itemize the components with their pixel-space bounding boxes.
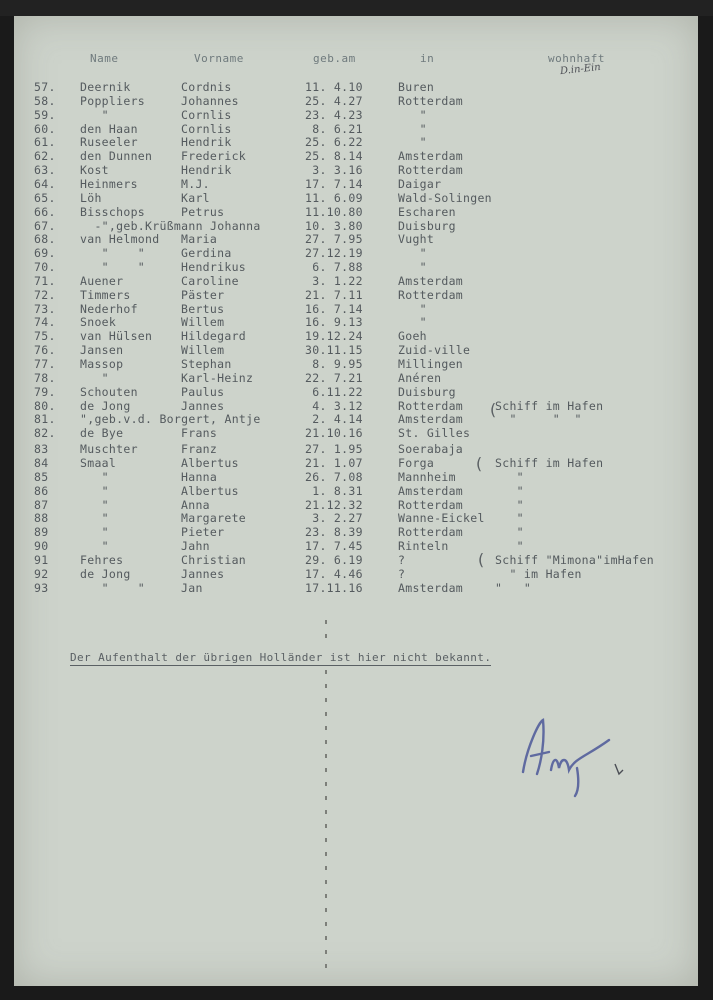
- row-extra: ": [495, 539, 524, 554]
- row-geb: 1. 8.31: [305, 483, 363, 498]
- row-vorname: Hildegard: [181, 329, 247, 344]
- row-name: Heinmers: [80, 176, 138, 191]
- row-vorname: Jahn: [181, 539, 210, 554]
- bracket-mark: (: [474, 454, 484, 473]
- row-in: Duisburg: [398, 384, 456, 399]
- row-vorname: Karl-Heinz: [181, 370, 254, 385]
- row-number: 62.: [34, 149, 56, 164]
- row-geb: 11. 6.09: [305, 190, 363, 205]
- row-in: ": [398, 135, 427, 150]
- row-in: ": [398, 315, 427, 330]
- row-number: 78.: [34, 370, 56, 385]
- row-extra: Schiff im Hafen: [495, 455, 604, 470]
- footer-note: Der Aufenthalt der übrigen Holländer ist hier nicht bekannt.: [70, 651, 492, 664]
- row-number: 73.: [34, 301, 56, 316]
- row-name: ": [80, 511, 109, 526]
- row-number: 63.: [34, 163, 56, 178]
- fold-dash: [325, 620, 327, 640]
- row-geb: 2. 4.14: [305, 412, 363, 427]
- header-geb: geb.am: [313, 52, 356, 65]
- row-geb: 4. 3.12: [305, 398, 363, 413]
- row-number: 66.: [34, 204, 56, 219]
- row-geb: 10. 3.80: [305, 218, 363, 233]
- row-geb: 23. 4.23: [305, 107, 363, 122]
- row-geb: 8. 9.95: [305, 357, 363, 371]
- handwritten-note: D.in-Ein: [559, 61, 602, 78]
- row-in: ": [398, 246, 427, 261]
- row-geb: 17. 7.14: [305, 176, 363, 191]
- row-in: Rotterdam: [398, 398, 464, 413]
- row-name: ": [80, 539, 109, 554]
- row-in: Rotterdam: [398, 525, 464, 540]
- row-extra: ": [495, 511, 524, 526]
- row-geb: 21.10.16: [305, 426, 363, 441]
- row-geb: 17.11.16: [305, 580, 363, 595]
- row-vorname: Christian: [181, 552, 247, 567]
- row-name: Jansen: [80, 343, 124, 358]
- row-vorname: Margarete: [181, 511, 247, 526]
- row-in: Amsterdam: [398, 412, 464, 427]
- row-name: de Bye: [80, 426, 124, 441]
- row-in: Buren: [398, 80, 435, 94]
- row-extra: " " ": [495, 412, 582, 427]
- row-geb: 17. 7.45: [305, 539, 363, 554]
- row-number: 71.: [34, 273, 56, 288]
- row-extra: " ": [495, 580, 532, 595]
- row-name: Schouten: [80, 384, 138, 399]
- row-geb: 25. 4.27: [305, 93, 363, 108]
- row-name: de Jong: [80, 566, 131, 581]
- row-in: Rotterdam: [398, 287, 464, 302]
- row-in: ?: [398, 566, 406, 581]
- row-vorname: Jan: [181, 580, 203, 595]
- bracket-mark: (: [476, 550, 486, 569]
- row-in: Amsterdam: [398, 149, 464, 164]
- row-extra: ": [495, 525, 524, 540]
- row-vorname: Pieter: [181, 525, 225, 540]
- row-vorname: Frans: [181, 426, 218, 441]
- row-number: 91: [34, 552, 49, 567]
- row-number: 75.: [34, 329, 56, 344]
- row-name: Timmers: [80, 287, 131, 302]
- row-vorname: Frederick: [181, 149, 247, 164]
- row-in: Rotterdam: [398, 163, 464, 178]
- row-number: 67.: [34, 218, 56, 233]
- row-in: Mannheim: [398, 469, 456, 484]
- row-in: Daigar: [398, 176, 442, 191]
- row-in: ": [398, 121, 427, 136]
- row-geb: 27.12.19: [305, 246, 363, 261]
- row-name: Löh: [80, 190, 102, 205]
- row-number: 68.: [34, 232, 56, 247]
- row-name: van Hülsen: [80, 329, 153, 344]
- row-number: 65.: [34, 190, 56, 205]
- header-vorname: Vorname: [194, 52, 244, 65]
- row-vorname: Cordnis: [181, 80, 232, 94]
- row-vorname: Hendrik: [181, 135, 232, 150]
- row-geb: 27. 1.95: [305, 442, 363, 457]
- row-geb: 21. 7.11: [305, 287, 363, 302]
- row-geb: 3. 2.27: [305, 511, 363, 526]
- row-name: ": [80, 497, 109, 512]
- row-in: Vught: [398, 232, 435, 247]
- row-name: van Helmond: [80, 232, 160, 247]
- row-number: 83: [34, 442, 49, 457]
- row-vorname: Hanna: [181, 469, 218, 484]
- row-name: Snoek: [80, 315, 117, 330]
- row-name: Bisschops: [80, 204, 146, 219]
- row-number: 88: [34, 511, 49, 526]
- row-number: 69.: [34, 246, 56, 261]
- bracket-mark: (: [488, 400, 498, 419]
- row-vorname: Caroline: [181, 273, 239, 288]
- row-name: " ": [80, 246, 146, 261]
- row-vorname: Maria: [181, 232, 218, 247]
- row-in: Zuid-ville: [398, 343, 471, 358]
- row-vorname: Paulus: [181, 384, 225, 399]
- row-vorname: Franz: [181, 442, 218, 457]
- row-geb: 27. 7.95: [305, 232, 363, 247]
- row-vorname: Jannes: [181, 398, 225, 413]
- row-geb: 25. 8.14: [305, 149, 363, 164]
- row-vorname: Albertus: [181, 483, 239, 498]
- row-number: 58.: [34, 93, 56, 108]
- row-name: Ruseeler: [80, 135, 138, 150]
- row-in: Millingen: [398, 357, 464, 371]
- row-name: ": [80, 469, 109, 484]
- row-number: 61.: [34, 135, 56, 150]
- row-name: Auener: [80, 273, 124, 288]
- row-vorname: Gerdina: [181, 246, 232, 261]
- row-geb: 11.10.80: [305, 204, 363, 219]
- row-in: St. Gilles: [398, 426, 471, 441]
- row-geb: 21. 1.07: [305, 455, 363, 470]
- row-number: 89: [34, 525, 49, 540]
- row-name: ": [80, 525, 109, 540]
- row-name: " ": [80, 260, 146, 275]
- row-in: Rotterdam: [398, 497, 464, 512]
- row-name: ": [80, 370, 109, 385]
- row-vorname: Karl: [181, 190, 210, 205]
- row-geb: 19.12.24: [305, 329, 363, 344]
- row-number: 79.: [34, 384, 56, 399]
- row-name: ": [80, 483, 109, 498]
- row-number: 60.: [34, 121, 56, 136]
- row-geb: 22. 7.21: [305, 370, 363, 385]
- header-in: in: [420, 52, 435, 65]
- row-name: " ": [80, 580, 146, 595]
- row-in: ": [398, 260, 427, 275]
- row-geb: 25. 6.22: [305, 135, 363, 150]
- row-number: 74.: [34, 315, 56, 330]
- row-vorname: Willem: [181, 315, 225, 330]
- row-name: Poppliers: [80, 93, 146, 108]
- row-vorname: Päster: [181, 287, 225, 302]
- row-number: 77.: [34, 357, 56, 371]
- row-extra: Schiff im Hafen: [495, 398, 604, 413]
- row-in: Escharen: [398, 204, 456, 219]
- scan-top-edge: [0, 0, 713, 16]
- row-in: Rotterdam: [398, 93, 464, 108]
- row-in: Forga: [398, 455, 435, 470]
- row-in: Rinteln: [398, 539, 449, 554]
- row-extra: ": [495, 497, 524, 512]
- row-number: 57.: [34, 80, 56, 94]
- row-geb: 17. 4.46: [305, 566, 363, 581]
- row-number: 87: [34, 497, 49, 512]
- row-in: Anéren: [398, 370, 442, 385]
- row-vorname: Cornlis: [181, 121, 232, 136]
- row-vorname: Jannes: [181, 566, 225, 581]
- row-geb: 11. 4.10: [305, 80, 363, 94]
- row-in: Wanne-Eickel: [398, 511, 485, 526]
- row-name: -",geb.Krüßmann Johanna: [80, 218, 261, 233]
- row-number: 90: [34, 539, 49, 554]
- row-vorname: Hendrikus: [181, 260, 247, 275]
- row-name: de Jong: [80, 398, 131, 413]
- row-vorname: M.J.: [181, 176, 210, 191]
- row-name: Muschter: [80, 442, 138, 457]
- header-wohnhaft: wohnhaft: [548, 52, 605, 65]
- row-in: Amsterdam: [398, 580, 464, 595]
- row-number: 92: [34, 566, 49, 581]
- row-extra: " im Hafen: [495, 566, 582, 581]
- row-number: 64.: [34, 176, 56, 191]
- row-geb: 3. 3.16: [305, 163, 363, 178]
- row-geb: 29. 6.19: [305, 552, 363, 567]
- row-name: den Haan: [80, 121, 138, 136]
- row-geb: 6.11.22: [305, 384, 363, 399]
- row-in: Soerabaja: [398, 442, 464, 457]
- row-geb: 26. 7.08: [305, 469, 363, 484]
- row-in: ": [398, 301, 427, 316]
- row-in: Goeh: [398, 329, 427, 344]
- row-name: ",geb.v.d. Borgert, Antje: [80, 412, 261, 427]
- row-name: Massop: [80, 357, 124, 371]
- row-geb: 16. 7.14: [305, 301, 363, 316]
- row-geb: 16. 9.13: [305, 315, 363, 330]
- row-vorname: Bertus: [181, 301, 225, 316]
- row-number: 93: [34, 580, 49, 595]
- row-geb: 6. 7.88: [305, 260, 363, 275]
- row-vorname: Stephan: [181, 357, 232, 371]
- row-geb: 3. 1.22: [305, 273, 363, 288]
- row-number: 80.: [34, 398, 56, 413]
- row-name: Fehres: [80, 552, 124, 567]
- row-name: Kost: [80, 163, 109, 178]
- row-vorname: Albertus: [181, 455, 239, 470]
- row-extra: ": [495, 469, 524, 484]
- row-in: Amsterdam: [398, 483, 464, 498]
- row-number: 76.: [34, 343, 56, 358]
- row-vorname: Petrus: [181, 204, 225, 219]
- row-name: Deernik: [80, 80, 131, 94]
- row-name: Nederhof: [80, 301, 138, 316]
- header-name: Name: [90, 52, 119, 65]
- row-vorname: Hendrik: [181, 163, 232, 178]
- row-geb: 30.11.15: [305, 343, 363, 358]
- row-number: 85: [34, 469, 49, 484]
- row-vorname: Johannes: [181, 93, 239, 108]
- row-number: 84: [34, 455, 49, 470]
- row-name: ": [80, 107, 109, 122]
- row-in: ": [398, 107, 427, 122]
- row-in: Duisburg: [398, 218, 456, 233]
- signature-mark: [515, 712, 625, 802]
- row-number: 70.: [34, 260, 56, 275]
- row-number: 82.: [34, 426, 56, 441]
- row-number: 59.: [34, 107, 56, 122]
- row-geb: 23. 8.39: [305, 525, 363, 540]
- row-name: Smaal: [80, 455, 117, 470]
- row-geb: 8. 6.21: [305, 121, 363, 136]
- fold-dash: [325, 670, 327, 970]
- row-geb: 21.12.32: [305, 497, 363, 512]
- row-number: 72.: [34, 287, 56, 302]
- row-extra: ": [495, 483, 524, 498]
- row-name: den Dunnen: [80, 149, 153, 164]
- row-number: 81.: [34, 412, 56, 427]
- row-in: Wald-Solingen: [398, 190, 492, 205]
- row-extra: Schiff "Mimona"imHafen: [495, 552, 654, 567]
- row-in: Amsterdam: [398, 273, 464, 288]
- row-vorname: Willem: [181, 343, 225, 358]
- row-vorname: Anna: [181, 497, 210, 512]
- row-in: ?: [398, 552, 406, 567]
- row-vorname: Cornlis: [181, 107, 232, 122]
- row-number: 86: [34, 483, 49, 498]
